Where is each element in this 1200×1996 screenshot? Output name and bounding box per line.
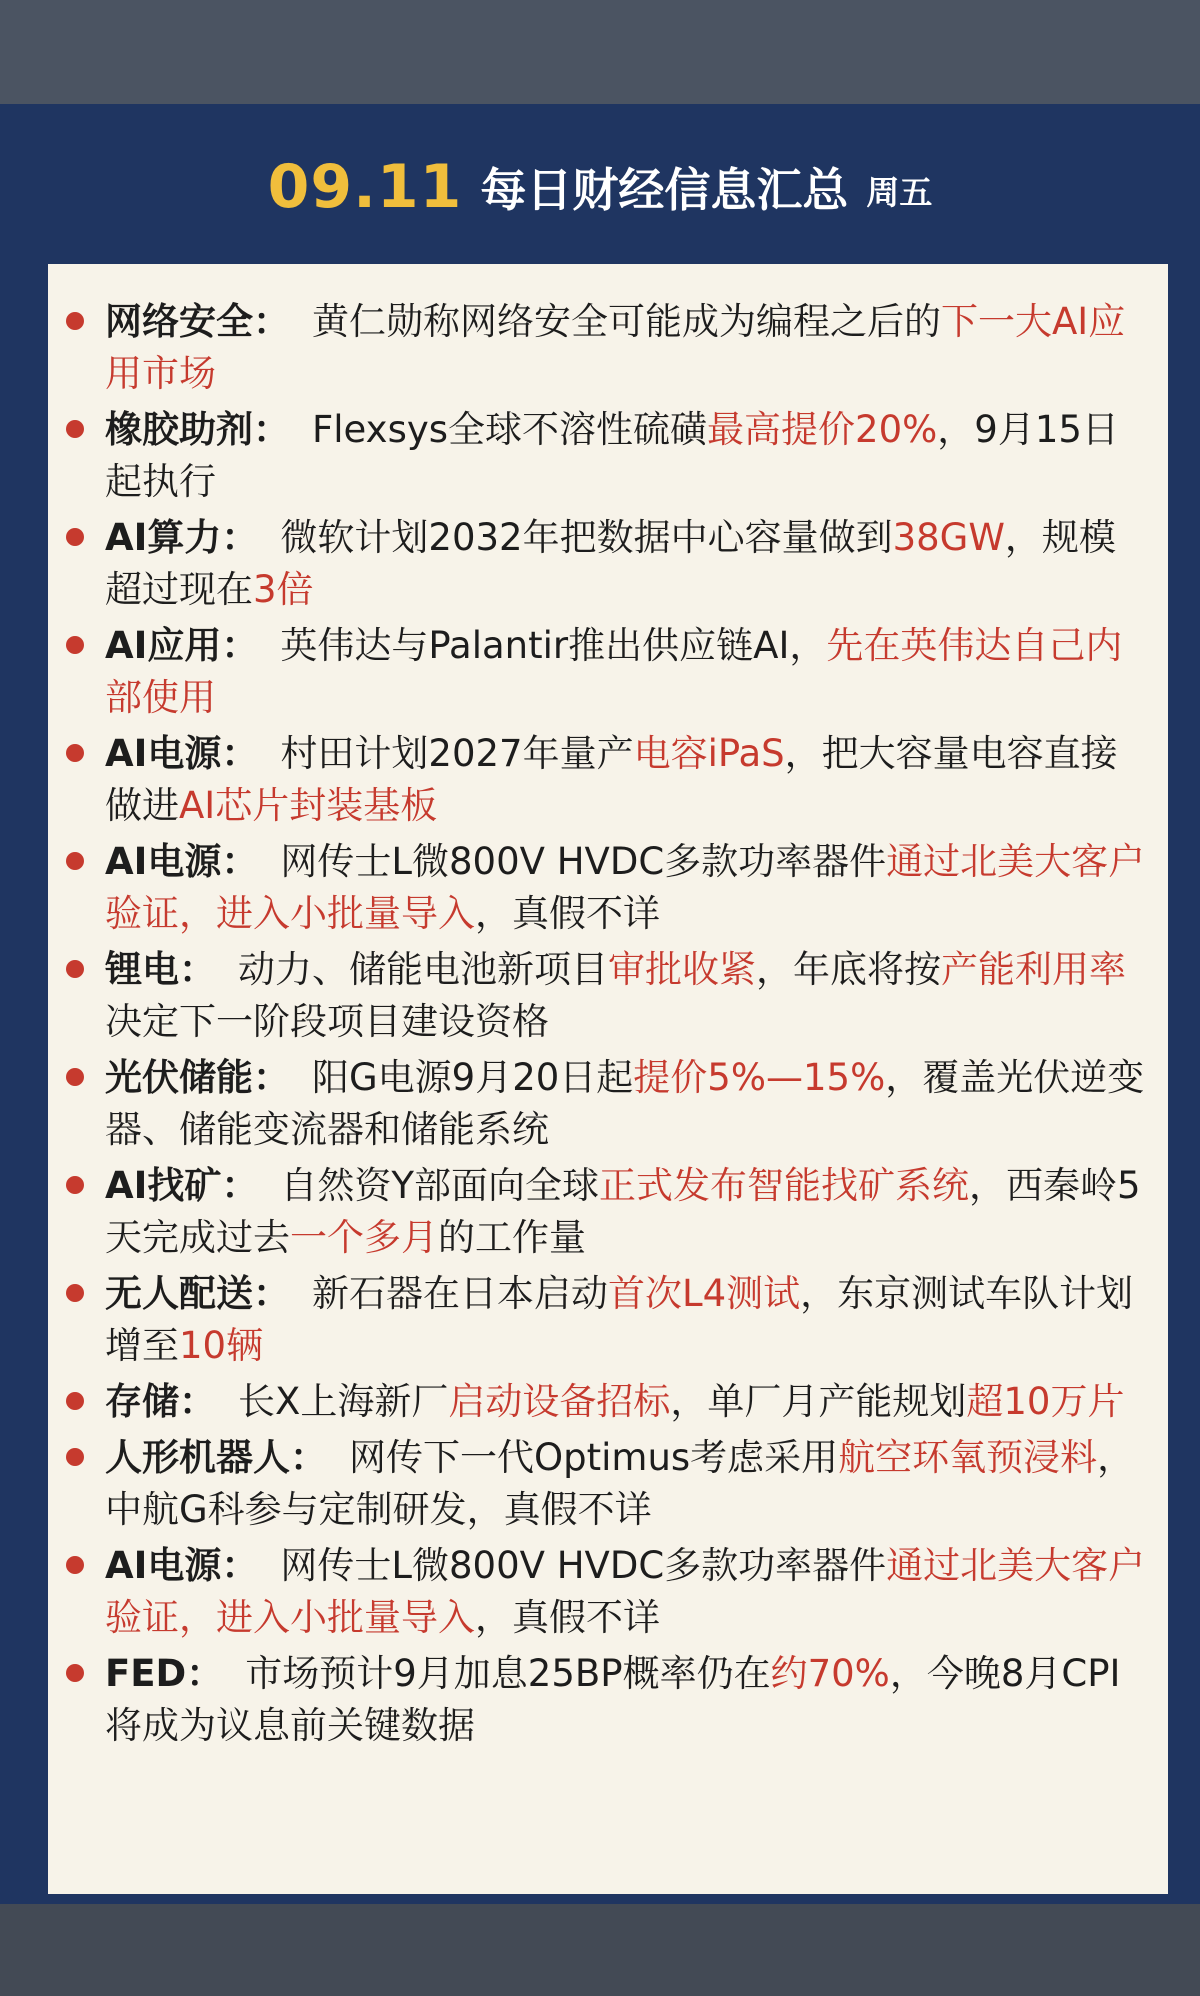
news-item xyxy=(48,836,1168,940)
highlight-text: 一个多月 xyxy=(290,1216,438,1259)
news-item xyxy=(48,620,1168,724)
news-item xyxy=(48,1160,1168,1264)
header-date: 09.11 xyxy=(267,152,463,222)
news-item-label: 橡胶助剂： xyxy=(105,408,290,451)
highlight-text: 通过北美大客户验证，进入小批量导入 xyxy=(105,1544,1146,1639)
news-item-label: 网络安全： xyxy=(105,300,290,343)
highlight-text: 航空环氧预浸料 xyxy=(838,1436,1098,1479)
news-item xyxy=(48,728,1168,832)
news-item-text: ，真假不详 xyxy=(475,892,660,935)
news-panel xyxy=(48,264,1168,1894)
bullet-icon xyxy=(66,1448,84,1466)
bullet-icon xyxy=(66,852,84,870)
news-item-text: ，单厂月产能规划 xyxy=(670,1380,967,1423)
bullet-icon xyxy=(66,1664,84,1682)
highlight-text: 首次L4测试 xyxy=(608,1272,801,1315)
news-item-label: 锂电： xyxy=(105,948,216,991)
news-item-label: 存储： xyxy=(105,1380,216,1423)
highlight-text: 启动设备招标 xyxy=(448,1380,671,1423)
news-item-label: 人形机器人： xyxy=(105,1436,327,1479)
news-item-text: ，年底将按 xyxy=(756,948,941,991)
highlight-text: 超10万片 xyxy=(966,1380,1125,1423)
news-item-label: AI找矿： xyxy=(105,1164,259,1207)
news-item-text: 黄仁勋称网络安全可能成为编程之后的 xyxy=(312,300,941,343)
news-item xyxy=(48,1540,1168,1644)
bullet-icon xyxy=(66,1176,84,1194)
news-item xyxy=(48,1376,1168,1428)
news-item-text: 网传士L微800V HVDC多款功率器件 xyxy=(280,1544,887,1587)
news-item-text: ，东京测试车队计划增至 xyxy=(105,1272,1134,1367)
bullet-icon xyxy=(66,420,84,438)
news-item-text: 网传士L微800V HVDC多款功率器件 xyxy=(280,840,887,883)
news-item-text: 村田计划2027年量产 xyxy=(280,732,634,775)
news-item-text: ，9月15日起执行 xyxy=(105,408,1119,503)
header xyxy=(0,140,1200,234)
news-item-text: 新石器在日本启动 xyxy=(312,1272,608,1315)
bullet-icon xyxy=(66,1284,84,1302)
news-list xyxy=(48,296,1168,1756)
highlight-text: 先在英伟达自己内部使用 xyxy=(105,624,1123,719)
news-item xyxy=(48,1268,1168,1372)
news-item xyxy=(48,404,1168,508)
news-item xyxy=(48,296,1168,400)
bottom-bar xyxy=(0,1904,1200,1996)
highlight-text: 产能利用率 xyxy=(941,948,1126,991)
bullet-icon xyxy=(66,312,84,330)
highlight-text: 下一大AI应用市场 xyxy=(105,300,1126,395)
news-item-label: AI应用： xyxy=(105,624,259,667)
bullet-icon xyxy=(66,1556,84,1574)
news-item-text: 长X上海新厂 xyxy=(238,1380,449,1423)
highlight-text: 38GW xyxy=(892,516,1005,559)
news-item-text: 自然资Y部面向全球 xyxy=(280,1164,600,1207)
highlight-text: 提价5%—15% xyxy=(633,1056,886,1099)
news-item xyxy=(48,1432,1168,1536)
header-title: 每日财经信息汇总 xyxy=(480,163,849,217)
highlight-text: 正式发布智能找矿系统 xyxy=(599,1164,970,1207)
news-item-text: 网传下一代Optimus考虑采用 xyxy=(349,1436,839,1479)
highlight-text: 10辆 xyxy=(179,1324,264,1367)
news-item-label: 光伏储能： xyxy=(105,1056,290,1099)
news-item-label: AI算力： xyxy=(105,516,259,559)
bullet-icon xyxy=(66,636,84,654)
news-item xyxy=(48,1052,1168,1156)
news-item-label: AI电源： xyxy=(105,1544,259,1587)
news-item-text: 阳G电源9月20日起 xyxy=(312,1056,634,1099)
news-item xyxy=(48,944,1168,1048)
header-weekday: 周五 xyxy=(866,172,933,212)
news-item-text: 英伟达与Palantir推出供应链AI， xyxy=(280,624,827,667)
highlight-text: 最高提价20% xyxy=(707,408,938,451)
bullet-icon xyxy=(66,1392,84,1410)
bullet-icon xyxy=(66,1068,84,1086)
news-item-label: AI电源： xyxy=(105,732,259,775)
news-item-text: ，规模超过现在 xyxy=(105,516,1116,611)
highlight-text: 通过北美大客户验证，进入小批量导入 xyxy=(105,840,1146,935)
news-item-text: 微软计划2032年把数据中心容量做到 xyxy=(280,516,893,559)
news-item-text: 市场预计9月加息25BP概率仍在 xyxy=(245,1652,771,1695)
highlight-text: AI芯片封装基板 xyxy=(179,784,438,827)
news-item-text: ，中航G科参与定制研发，真假不详 xyxy=(105,1436,1135,1531)
highlight-text: 审批收紧 xyxy=(608,948,756,991)
highlight-text: 约70% xyxy=(770,1652,890,1695)
news-item-text: ，真假不详 xyxy=(475,1596,660,1639)
highlight-text: 电容iPaS xyxy=(633,732,785,775)
highlight-text: 3倍 xyxy=(253,568,314,611)
news-item-text: ，今晚8月CPI将成为议息前关键数据 xyxy=(105,1652,1121,1747)
news-item-text: Flexsys全球不溶性硫磺 xyxy=(312,408,708,451)
news-item-label: 无人配送： xyxy=(105,1272,290,1315)
news-item xyxy=(48,512,1168,616)
news-item xyxy=(48,1648,1168,1752)
news-item-text: ，西秦岭5天完成过去 xyxy=(105,1164,1141,1259)
news-item-label: AI电源： xyxy=(105,840,259,883)
news-item-label: FED： xyxy=(105,1652,224,1695)
bullet-icon xyxy=(66,960,84,978)
news-item-text: ，把大容量电容直接做进 xyxy=(105,732,1118,827)
bullet-icon xyxy=(66,744,84,762)
news-item-text: 动力、储能电池新项目 xyxy=(238,948,608,991)
news-item-text: 决定下一阶段项目建设资格 xyxy=(105,1000,549,1043)
news-item-text: ，覆盖光伏逆变器、储能变流器和储能系统 xyxy=(105,1056,1145,1151)
top-bar xyxy=(0,0,1200,104)
bullet-icon xyxy=(66,528,84,546)
news-item-text: 的工作量 xyxy=(438,1216,586,1259)
